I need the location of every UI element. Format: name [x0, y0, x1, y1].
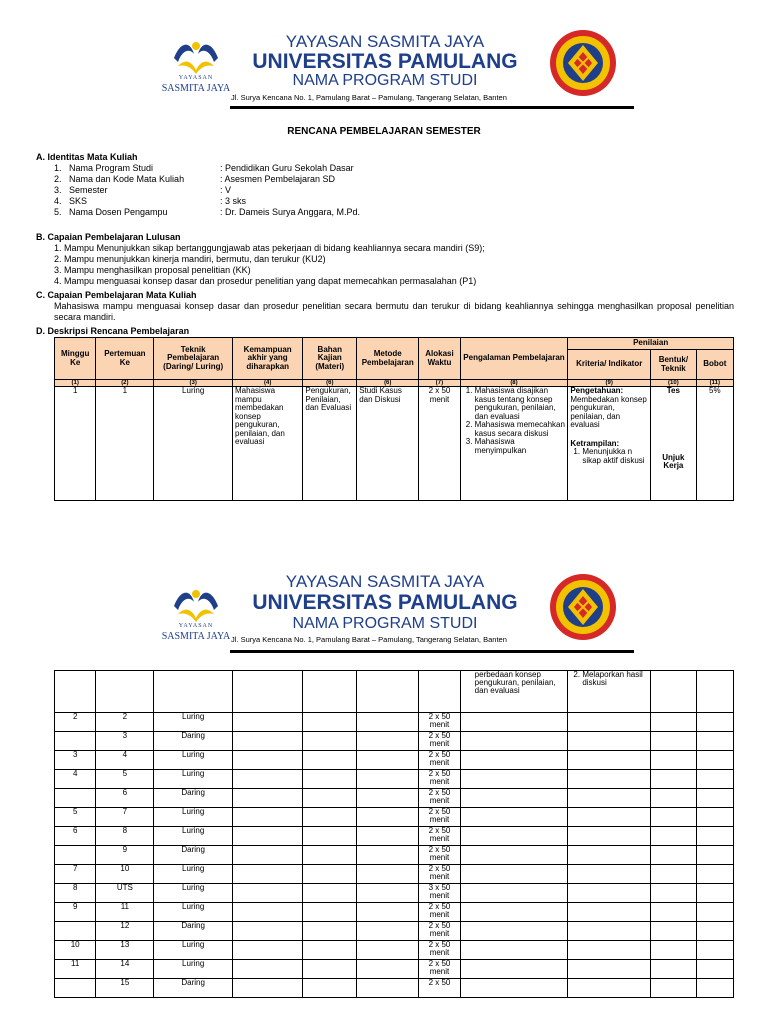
col-number: (6) [303, 380, 357, 387]
document-title: RENCANA PEMBELAJARAN SEMESTER [287, 126, 481, 137]
col-number: (4) [233, 380, 303, 387]
cell-metode [357, 903, 419, 922]
cell-kemampuan [233, 865, 303, 884]
letterhead [0, 0, 768, 110]
table-row [55, 865, 734, 884]
cell-minggu: 1 [55, 387, 96, 501]
cell-metode [357, 827, 419, 846]
cell-bentuk [651, 713, 697, 732]
cell-bahan [303, 713, 357, 732]
cell-bahan [303, 884, 357, 903]
header-rule [230, 650, 634, 653]
identity-value: : Pendidikan Guru Sekolah Dasar [220, 163, 354, 173]
cell-metode [357, 846, 419, 865]
cell-bobot [696, 979, 733, 998]
cell-teknik: Luring [154, 941, 233, 960]
cell-bobot [696, 751, 733, 770]
identity-num: 1. [54, 163, 62, 173]
cell-bahan [303, 941, 357, 960]
cell-pertemuan: 6 [96, 789, 154, 808]
cell-metode: Studi Kasus dan Diskusi [357, 387, 419, 501]
section-c-text: Mahasiswa mampu menguasai konsep dasar dan prosedur penelitian secara bermutu dan terukur di bidang keahliannya sehingga menghasilkan proposal penelitian secara mandiri. [54, 301, 734, 322]
cell-minggu [55, 846, 96, 865]
cell-pertemuan [96, 671, 154, 713]
cell-minggu [55, 671, 96, 713]
experience-item: 3. Mahasiswa menyimpulkan [475, 438, 566, 455]
cell-alokasi: 2 x 50 menit [419, 827, 460, 846]
cell-pengalaman [460, 789, 568, 808]
cell-kemampuan [233, 922, 303, 941]
address: Jl. Surya Kencana No. 1, Pamulang Barat – Pamulang, Tangerang Selatan, Banten [231, 93, 507, 102]
identity-num: 5. [54, 207, 62, 217]
cell-pertemuan: 9 [96, 846, 154, 865]
logo-small-text: YAYASAN [178, 623, 214, 629]
cell-metode [357, 732, 419, 751]
cell-bobot [696, 770, 733, 789]
cell-pertemuan: 7 [96, 808, 154, 827]
cell-minggu: 2 [55, 713, 96, 732]
cell-metode [357, 941, 419, 960]
cell-bentuk [651, 846, 697, 865]
cell-minggu: 11 [55, 960, 96, 979]
cell-minggu: 7 [55, 865, 96, 884]
cell-minggu [55, 789, 96, 808]
identity-label: Nama Dosen Pengampu [69, 207, 168, 217]
table-row [55, 903, 734, 922]
cell-bobot [696, 671, 733, 713]
cell-teknik: Luring [154, 960, 233, 979]
university-seal-icon [548, 572, 618, 642]
cell-kemampuan [233, 827, 303, 846]
cell-bentuk [651, 808, 697, 827]
cell-bentuk [651, 827, 697, 846]
university-name: UNIVERSITAS PAMULANG [252, 50, 518, 73]
cell-metode [357, 979, 419, 998]
foundation-name: YAYASAN SASMITA JAYA [285, 572, 485, 591]
sasmita-jaya-logo [158, 584, 234, 650]
cell-kriteria [568, 960, 651, 979]
cell-pengalaman [460, 884, 568, 903]
plo-item: 3. Mampu menghasilkan proposal penelitian (KK) [54, 265, 251, 275]
cell-pengalaman [460, 732, 568, 751]
cell-minggu: 9 [55, 903, 96, 922]
cell-teknik: Daring [154, 979, 233, 998]
cell-pertemuan: 13 [96, 941, 154, 960]
header-alokasi: Alokasi Waktu [419, 338, 460, 380]
cell-pengalaman [460, 846, 568, 865]
header-rule [230, 106, 634, 109]
page-gap [0, 530, 768, 560]
cell-bahan [303, 732, 357, 751]
university-seal-icon [548, 28, 618, 98]
cell-bentuk [651, 941, 697, 960]
cell-bobot [696, 713, 733, 732]
cell-teknik: Luring [154, 770, 233, 789]
cell-teknik: Luring [154, 713, 233, 732]
logo-name-text: SASMITA JAYA [161, 631, 231, 642]
cell-teknik: Luring [154, 865, 233, 884]
cell-kemampuan [233, 713, 303, 732]
sasmita-jaya-logo [158, 36, 234, 102]
cell-kriteria [568, 751, 651, 770]
header-bahan: Bahan Kajian (Materi) [303, 338, 357, 380]
cell-pengalaman [460, 922, 568, 941]
col-number: (1) [55, 380, 96, 387]
cell-kriteria [568, 865, 651, 884]
cell-pengalaman [460, 941, 568, 960]
table-row [55, 789, 734, 808]
cell-bentuk [651, 789, 697, 808]
experience-item: 2. Mahasiswa memecahkan kasus secara diskusi [475, 421, 566, 438]
cell-alokasi: 2 x 50 menit [419, 387, 460, 501]
cell-kemampuan [233, 808, 303, 827]
cell-kriteria [568, 770, 651, 789]
header-kemampuan: Kemampuan akhir yang diharapkan [233, 338, 303, 380]
cell-kriteria [568, 979, 651, 998]
cell-kemampuan [233, 751, 303, 770]
plo-item: 4. Mampu menguasai konsep dasar dan prosedur penelitian yang dapat memecahkan permasalahan (P1) [54, 276, 477, 286]
table-row [55, 827, 734, 846]
cell-metode [357, 865, 419, 884]
cell-bentuk [651, 922, 697, 941]
identity-value: : Dr. Dameis Surya Anggara, M.Pd. [220, 207, 361, 217]
cell-kriteria [568, 903, 651, 922]
rps-table [54, 337, 734, 501]
cell-kriteria [568, 808, 651, 827]
university-name: UNIVERSITAS PAMULANG [252, 591, 518, 614]
cell-bentuk [651, 732, 697, 751]
cell-minggu: 4 [55, 770, 96, 789]
cell-kriteria [568, 387, 651, 501]
cell-bahan [303, 751, 357, 770]
cell-pengalaman: perbedaan konsep pengukuran, penilaian, dan evaluasi [460, 671, 568, 713]
col-number: (2) [96, 380, 154, 387]
cell-bobot [696, 960, 733, 979]
cell-alokasi: 2 x 50 menit [419, 960, 460, 979]
cell-metode [357, 960, 419, 979]
cell-pertemuan: 15 [96, 979, 154, 998]
cell-metode [357, 808, 419, 827]
cell-kemampuan: Mahasiswa mampu membedakan konsep pengukuran, penilaian, dan evaluasi [233, 387, 303, 501]
cell-pengalaman [460, 960, 568, 979]
table-row [55, 751, 734, 770]
cell-metode [357, 922, 419, 941]
cell-kemampuan [233, 884, 303, 903]
cell-bahan [303, 827, 357, 846]
table-row [55, 732, 734, 751]
cell-alokasi: 2 x 50 menit [419, 903, 460, 922]
cell-alokasi: 2 x 50 menit [419, 751, 460, 770]
col-number: (8) [460, 380, 568, 387]
cell-kemampuan [233, 903, 303, 922]
identity-value: : Asesmen Pembelajaran SD [220, 174, 336, 184]
cell-alokasi [419, 671, 460, 713]
cell-alokasi: 2 x 50 menit [419, 770, 460, 789]
cell-kemampuan [233, 960, 303, 979]
identity-label: Nama dan Kode Mata Kuliah [69, 174, 185, 184]
cell-bobot: 5% [696, 387, 733, 501]
cell-pengalaman [460, 751, 568, 770]
cell-kriteria [568, 941, 651, 960]
cell-bahan [303, 960, 357, 979]
cell-bentuk [651, 979, 697, 998]
identity-label: Semester [69, 185, 108, 195]
table-row [55, 713, 734, 732]
criteria-title: Pengetahuan: [570, 386, 624, 395]
cell-alokasi: 2 x 50 menit [419, 808, 460, 827]
cell-bobot [696, 922, 733, 941]
cell-kriteria [568, 713, 651, 732]
cell-alokasi: 3 x 50 menit [419, 884, 460, 903]
identity-value: : 3 sks [220, 196, 247, 206]
cell-minggu: 3 [55, 751, 96, 770]
cell-teknik: Daring [154, 922, 233, 941]
cell-pertemuan: 5 [96, 770, 154, 789]
cell-kriteria [568, 671, 651, 713]
cell-bentuk [651, 884, 697, 903]
cell-pengalaman [460, 903, 568, 922]
identity-label: Nama Program Studi [69, 163, 154, 173]
identity-num: 3. [54, 185, 62, 195]
cell-pertemuan: 4 [96, 751, 154, 770]
cell-bahan [303, 865, 357, 884]
plo-item: 1. Mampu Menunjukkan sikap bertanggungjawab atas pekerjaan di bidang keahliannya secara mandiri (S9); [54, 243, 485, 253]
cell-bentuk [651, 770, 697, 789]
cell-kriteria [568, 922, 651, 941]
cell-alokasi: 2 x 50 menit [419, 941, 460, 960]
header-penilaian: Penilaian [568, 338, 734, 350]
identity-num: 4. [54, 196, 62, 206]
cell-bahan [303, 922, 357, 941]
col-number: (3) [154, 380, 233, 387]
cell-minggu: 8 [55, 884, 96, 903]
letterhead [0, 560, 768, 670]
cell-minggu: 6 [55, 827, 96, 846]
col-number: (11) [696, 380, 733, 387]
cell-pertemuan: 14 [96, 960, 154, 979]
criteria-item: 1. Menunjukka n sikap aktif diskusi [582, 448, 648, 465]
cell-kemampuan [233, 671, 303, 713]
cell-bentuk [651, 751, 697, 770]
cell-teknik: Luring [154, 827, 233, 846]
cell-kriteria [568, 884, 651, 903]
cell-teknik: Daring [154, 732, 233, 751]
cell-alokasi: 2 x 50 [419, 979, 460, 998]
criteria-item: 2. Melaporkan hasil diskusi [582, 671, 648, 687]
cell-pertemuan: 1 [96, 387, 154, 501]
cell-alokasi: 2 x 50 menit [419, 922, 460, 941]
cell-pengalaman [460, 387, 568, 501]
criteria-title: Ketrampilan: [570, 438, 620, 448]
table-row [55, 884, 734, 903]
address: Jl. Surya Kencana No. 1, Pamulang Barat – Pamulang, Tangerang Selatan, Banten [231, 635, 507, 644]
table-row [55, 846, 734, 865]
cell-alokasi: 2 x 50 menit [419, 789, 460, 808]
cell-pengalaman [460, 713, 568, 732]
cell-pengalaman [460, 827, 568, 846]
rps-table-continued [54, 670, 734, 998]
logo-small-text: YAYASAN [178, 75, 214, 81]
cell-alokasi: 2 x 50 menit [419, 732, 460, 751]
identity-num: 2. [54, 174, 62, 184]
header-kriteria: Kriteria/ Indikator [568, 350, 651, 380]
program-name: NAMA PROGRAM STUDI [292, 72, 478, 89]
cell-alokasi: 2 x 50 menit [419, 865, 460, 884]
cell-bobot [696, 903, 733, 922]
cell-teknik: Daring [154, 846, 233, 865]
header-pertemuan: Pertemuan Ke [96, 338, 154, 380]
header-pengalaman: Pengalaman Pembelajaran [460, 338, 568, 380]
cell-bobot [696, 808, 733, 827]
cell-pengalaman [460, 808, 568, 827]
cell-metode [357, 671, 419, 713]
cell-metode [357, 751, 419, 770]
cell-kemampuan [233, 732, 303, 751]
cell-bobot [696, 941, 733, 960]
header-bobot: Bobot [696, 350, 733, 380]
cell-pertemuan: 3 [96, 732, 154, 751]
table-row [55, 941, 734, 960]
cell-teknik: Luring [154, 387, 233, 501]
cell-teknik: Daring [154, 789, 233, 808]
cell-kemampuan [233, 770, 303, 789]
cell-pertemuan: UTS [96, 884, 154, 903]
cell-alokasi: 2 x 50 menit [419, 846, 460, 865]
plo-item: 2. Mampu menunjukkan kinerja mandiri, bermutu, dan terukur (KU2) [54, 254, 326, 264]
cell-pertemuan: 10 [96, 865, 154, 884]
cell-kemampuan [233, 789, 303, 808]
cell-kemampuan [233, 979, 303, 998]
cell-bobot [696, 732, 733, 751]
cell-bahan: Pengukuran, Penilaian, dan Evaluasi [303, 387, 357, 501]
cell-pengalaman [460, 770, 568, 789]
cell-bentuk [651, 671, 697, 713]
cell-kriteria [568, 789, 651, 808]
logo-name-text: SASMITA JAYA [161, 83, 231, 94]
cell-pertemuan: 12 [96, 922, 154, 941]
cell-teknik: Luring [154, 884, 233, 903]
cell-bentuk [651, 865, 697, 884]
cell-kriteria [568, 846, 651, 865]
page-2 [0, 560, 768, 1024]
cell-minggu: 5 [55, 808, 96, 827]
section-d-heading: D. Deskripsi Rencana Pembelajaran [36, 326, 190, 336]
section-b-heading: B. Capaian Pembelajaran Lulusan [36, 232, 181, 242]
table-row [55, 808, 734, 827]
cell-metode [357, 713, 419, 732]
header-metode: Metode Pembelajaran [357, 338, 419, 380]
cell-alokasi: 2 x 50 menit [419, 713, 460, 732]
foundation-name: YAYASAN SASMITA JAYA [285, 32, 485, 51]
header-teknik: Teknik Pembelajaran (Daring/ Luring) [154, 338, 233, 380]
cell-minggu: 10 [55, 941, 96, 960]
cell-teknik [154, 671, 233, 713]
section-c-heading: C. Capaian Pembelajaran Mata Kuliah [36, 290, 197, 300]
cell-bahan [303, 979, 357, 998]
cell-pertemuan: 11 [96, 903, 154, 922]
cell-pertemuan: 2 [96, 713, 154, 732]
col-number: (9) [568, 380, 651, 387]
cell-teknik: Luring [154, 808, 233, 827]
cell-metode [357, 770, 419, 789]
criteria-text: Membedakan konsep pengukuran, penilaian, dan evaluasi [570, 394, 647, 429]
assessment-form: Tes [666, 386, 680, 395]
cell-minggu [55, 732, 96, 751]
cell-bentuk [651, 960, 697, 979]
program-name: NAMA PROGRAM STUDI [292, 615, 478, 632]
cell-kriteria [568, 732, 651, 751]
cell-metode [357, 884, 419, 903]
cell-bobot [696, 846, 733, 865]
cell-teknik: Luring [154, 903, 233, 922]
identity-label: SKS [69, 196, 88, 206]
cell-bentuk [651, 387, 697, 501]
cell-bobot [696, 884, 733, 903]
col-number: (6) [357, 380, 419, 387]
col-number: (7) [419, 380, 460, 387]
cell-bahan [303, 903, 357, 922]
cell-pertemuan: 8 [96, 827, 154, 846]
cell-metode [357, 789, 419, 808]
cell-bahan [303, 846, 357, 865]
cell-minggu [55, 922, 96, 941]
identity-value: : V [220, 185, 232, 195]
cell-bobot [696, 865, 733, 884]
cell-pengalaman [460, 979, 568, 998]
table-row [55, 922, 734, 941]
table-row [55, 960, 734, 979]
cell-bahan [303, 671, 357, 713]
header-bentuk: Bentuk/ Teknik [651, 350, 697, 380]
table-row [55, 770, 734, 789]
cell-minggu [55, 979, 96, 998]
cell-kemampuan [233, 846, 303, 865]
col-number: (10) [651, 380, 697, 387]
section-a-heading: A. Identitas Mata Kuliah [36, 152, 138, 162]
cell-bentuk [651, 903, 697, 922]
cell-bobot [696, 827, 733, 846]
header-minggu: Minggu Ke [55, 338, 96, 380]
table-row [55, 979, 734, 998]
experience-item: 1. Mahasiswa disajikan kasus tentang konsep pengukuran, penilaian, dan evaluasi [475, 387, 566, 421]
cell-bahan [303, 808, 357, 827]
cell-bobot [696, 789, 733, 808]
assessment-form: Unjuk Kerja [662, 452, 685, 470]
cell-bahan [303, 789, 357, 808]
cell-kriteria [568, 827, 651, 846]
cell-teknik: Luring [154, 751, 233, 770]
cell-kemampuan [233, 941, 303, 960]
cell-pengalaman [460, 865, 568, 884]
cell-bahan [303, 770, 357, 789]
